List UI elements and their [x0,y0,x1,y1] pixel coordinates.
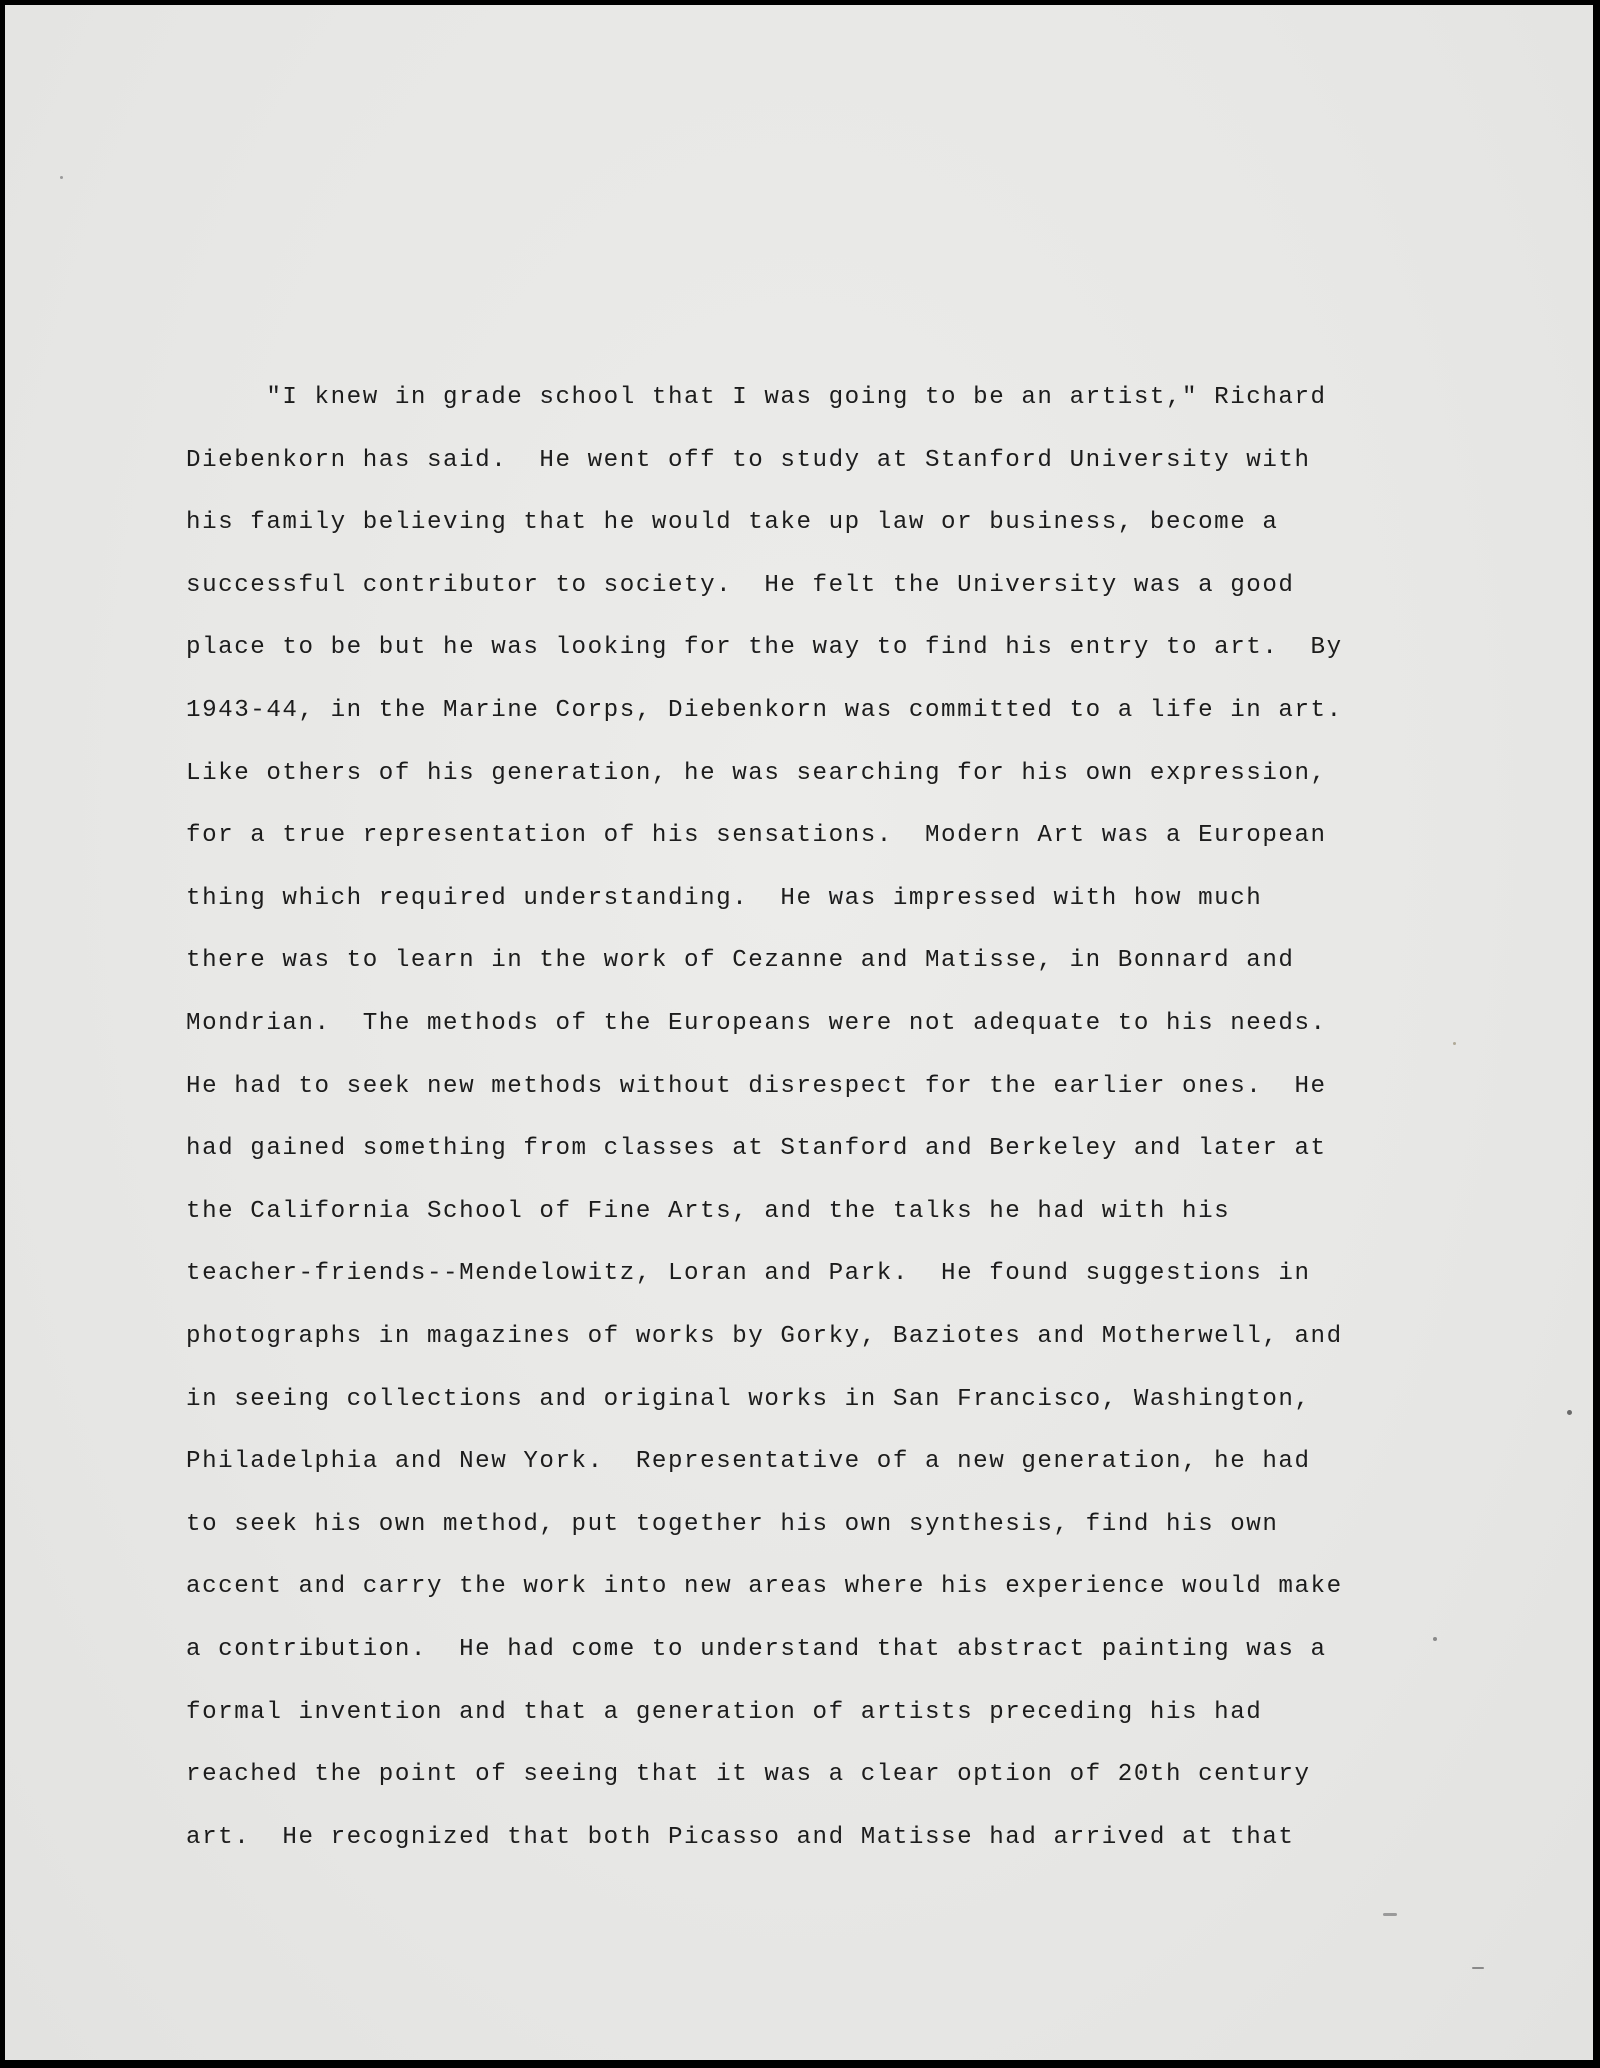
text-line: his family believing that he would take up law or business, become a [186,509,1279,537]
text-line: Philadelphia and New York. Representative of a new generation, he had [186,1448,1311,1476]
text-line: for a true representation of his sensations. Modern Art was a European [186,822,1327,850]
text-line: had gained something from classes at Stanford and Berkeley and later at [186,1135,1327,1163]
text-line: 1943-44, in the Marine Corps, Diebenkorn was committed to a life in art. [186,697,1343,724]
text-line: Mondrian. The methods of the Europeans were not adequate to his needs. [186,1010,1327,1037]
text-line: art. He recognized that both Picasso and Matisse had arrived at that [186,1823,1295,1851]
text-line: a contribution. He had come to understand that abstract painting was a [186,1636,1327,1663]
speck-mark [1472,1967,1484,1969]
text-line: to seek his own method, put together his own synthesis, find his own [186,1510,1279,1538]
speck-mark [60,176,63,179]
text-line: successful contributor to society. He felt the University was a good [186,571,1295,599]
paper-sheet [5,5,1593,2060]
text-line: formal invention and that a generation of artists preceding his had [186,1698,1263,1726]
text-line: teacher-friends--Mendelowitz, Loran and Park. He found suggestions in [186,1260,1311,1288]
text-line: the California School of Fine Arts, and the talks he had with his [186,1197,1231,1225]
text-line: in seeing collections and original works in San Francisco, Washington, [186,1385,1311,1413]
speck-mark [1433,1637,1437,1641]
text-line: photographs in magazines of works by Gorky, Baziotes and Motherwell, and [186,1323,1343,1350]
speck-mark [1567,1410,1572,1415]
text-line: thing which required understanding. He was impressed with how much [186,884,1263,912]
speck-mark [1383,1913,1397,1916]
text-line: there was to learn in the work of Cezanne and Matisse, in Bonnard and [186,947,1295,975]
text-line: reached the point of seeing that it was a clear option of 20th century [186,1761,1311,1789]
text-line: accent and carry the work into new areas where his experience would make [186,1573,1343,1601]
text-line: Diebenkorn has said. He went off to study at Stanford University with [186,446,1311,474]
speck-mark [1453,1042,1456,1045]
text-line: Like others of his generation, he was searching for his own expression, [186,759,1327,787]
text-line: place to be but he was looking for the way to find his entry to art. By [186,634,1343,662]
text-line: "I knew in grade school that I was going to be an artist," Richard [186,384,1327,411]
text-line: He had to seek new methods without disrespect for the earlier ones. He [186,1072,1327,1100]
